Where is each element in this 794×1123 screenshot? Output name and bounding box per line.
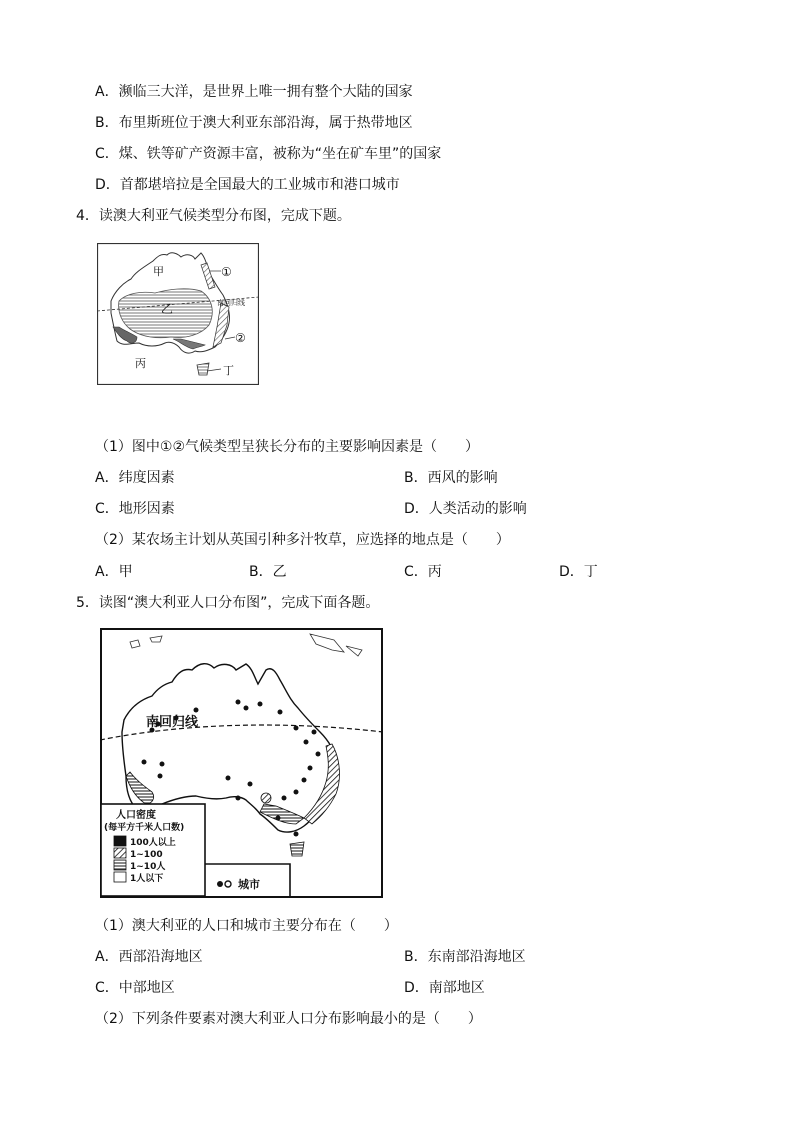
q3-option-c: C．煤、铁等矿产资源丰富，被称为“坐在矿车里”的国家: [95, 146, 442, 162]
q4-sub1-option-c: C．地形因素: [95, 501, 175, 517]
population-map: [100, 628, 383, 898]
label-ding: 丁: [223, 364, 234, 377]
legend-item-1: 100人以上: [130, 838, 176, 848]
pop-tropic-label: 南回归线: [146, 715, 199, 730]
climate-map: [97, 243, 259, 385]
q5-stem: 5．读图“澳大利亚人口分布图”，完成下面各题。: [76, 595, 380, 611]
city-symbol-dot: [217, 881, 223, 887]
legend-unit: (每平方千米人口数): [104, 823, 185, 833]
legend-item-4: 1人以下: [130, 874, 164, 884]
q5-sub1-option-d: D．南部地区: [404, 980, 485, 996]
legend-item-2: 1~100: [130, 850, 163, 860]
q4-sub2-question: （2）某农场主计划从英国引种多汁牧草，应选择的地点是（ ）: [95, 532, 510, 548]
q4-stem: 4．读澳大利亚气候类型分布图，完成下题。: [76, 208, 351, 224]
q5-sub1-option-a: A．西部沿海地区: [95, 949, 203, 965]
q4-sub2-option-d: D．丁: [559, 564, 598, 580]
label-jia: 甲: [153, 265, 164, 278]
legend-title: 人口密度: [116, 810, 156, 821]
label-yi: 乙: [161, 302, 174, 316]
q5-sub1-question: （1）澳大利亚的人口和城市主要分布在（ ）: [95, 918, 398, 934]
legend-city: 城市: [238, 878, 260, 891]
q4-sub2-option-b: B．乙: [249, 564, 287, 580]
legend-item-3: 1~10人: [130, 862, 166, 872]
q3-option-d: D．首都堪培拉是全国最大的工业城市和港口城市: [95, 177, 400, 193]
q4-sub2-option-c: C．丙: [404, 564, 442, 580]
q4-sub1-option-d: D．人类活动的影响: [404, 501, 527, 517]
label-circle-1: ①: [221, 265, 232, 279]
label-bing: 丙: [135, 357, 146, 370]
q4-sub2-option-a: A．甲: [95, 564, 133, 580]
label-circle-2: ②: [235, 331, 246, 345]
q5-sub1-option-c: C．中部地区: [95, 980, 175, 996]
q3-option-b: B．布里斯班位于澳大利亚东部沿海，属于热带地区: [95, 115, 413, 131]
q4-sub1-option-b: B．西风的影响: [404, 470, 498, 486]
q3-option-a: A．濒临三大洋，是世界上唯一拥有整个大陆的国家: [95, 84, 413, 100]
q4-sub1-option-a: A．纬度因素: [95, 470, 175, 486]
q4-sub1-question: （1）图中①②气候类型呈狭长分布的主要影响因素是（ ）: [95, 439, 480, 455]
q5-sub1-option-b: B．东南部沿海地区: [404, 949, 526, 965]
label-tropic: 南回归线: [217, 299, 245, 307]
q5-sub2-question: （2）下列条件要素对澳大利亚人口分布影响最小的是（ ）: [95, 1011, 482, 1027]
city-symbol-ring: [225, 881, 231, 887]
